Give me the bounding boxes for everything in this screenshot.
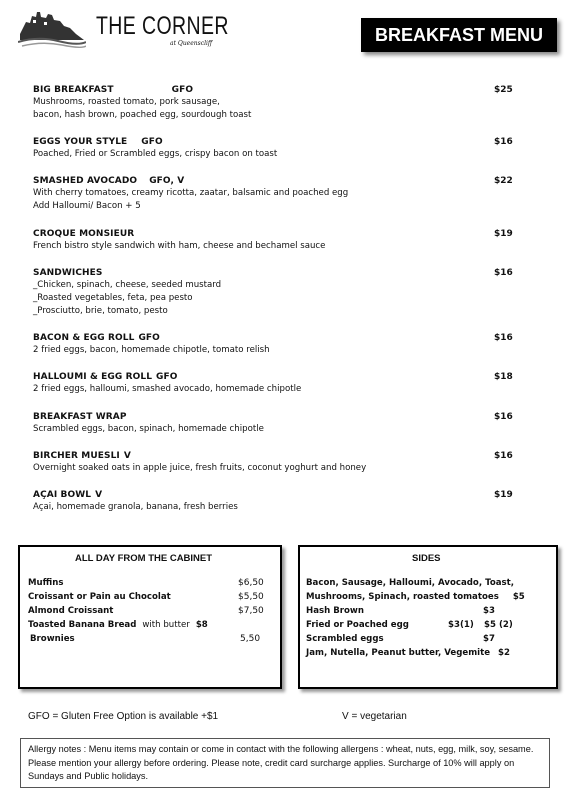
cabinet-item-name: Almond Croissant — [28, 606, 114, 616]
item-desc: _Chicken, spinach, cheese, seeded mustard — [33, 280, 222, 290]
item-desc: _Prosciutto, brie, tomato, pesto — [33, 306, 168, 316]
sides-price: $2 — [498, 648, 511, 658]
sides-price: $5 — [512, 592, 525, 602]
item-name: SMASHED AVOCADO — [33, 176, 138, 186]
item-name: AÇAI BOWL — [33, 490, 92, 500]
cabinet-item-price: 5,50 — [240, 634, 261, 644]
veg-legend: V = vegetarian — [342, 711, 407, 722]
item-price: $16 — [494, 412, 513, 422]
item-desc: Poached, Fried or Scrambled eggs, crispy bacon on toast — [33, 149, 278, 159]
item-price: $16 — [494, 268, 513, 278]
item-name: SANDWICHES — [33, 268, 103, 278]
menu-item — [33, 84, 553, 122]
sides-line — [306, 590, 525, 604]
cabinet-title: ALL DAY FROM THE CABINET — [75, 553, 213, 564]
item-desc: Scrambled eggs, bacon, spinach, homemade chipotle — [33, 424, 264, 434]
sides-title: SIDES — [412, 553, 441, 564]
castle-logo-icon — [18, 8, 86, 48]
item-tag: GFO — [156, 372, 178, 382]
item-desc: _Roasted vegetables, feta, pea pesto — [33, 293, 193, 303]
menu-item — [33, 489, 553, 514]
cabinet-item-price: $6,50 — [238, 578, 264, 588]
item-price: $16 — [494, 333, 513, 343]
menu-item — [33, 450, 553, 475]
item-price: $25 — [494, 85, 513, 95]
allergy-notes: Allergy notes : Menu items may contain or come in contact with the following allergens : wheat, nuts, egg, milk, soy, sesame. Please mention your allergy before ordering. Please note, credit card surcharge applies. Surcharge of 10% will apply on Sundays and Public holidays. — [20, 738, 550, 788]
item-name: BIRCHER MUESLI — [33, 451, 120, 461]
sides-item-name: Fried or Poached egg — [306, 620, 409, 630]
sides-line: Bacon, Sausage, Halloumi, Avocado, Toast, — [306, 578, 515, 588]
menu-item — [33, 175, 553, 213]
sides-price: $3 — [483, 606, 495, 616]
sides-line — [306, 646, 510, 660]
sides-line-text: Mushrooms, Spinach, roasted tomatoes — [306, 592, 499, 602]
item-name: BACON & EGG ROLL — [33, 333, 135, 343]
cabinet-item-name: Muffins — [28, 578, 64, 588]
sides-item-name: Scrambled eggs — [306, 634, 384, 644]
item-desc: Add Halloumi/ Bacon + 5 — [33, 201, 141, 211]
cabinet-item-price: $5,50 — [238, 592, 264, 602]
logo-subtitle: at Queenscliff — [170, 40, 213, 47]
item-price: $22 — [494, 176, 513, 186]
item-name: BREAKFAST WRAP — [33, 412, 127, 422]
item-price: $19 — [494, 490, 513, 500]
menu-item — [33, 332, 553, 357]
cabinet-item-name: Toasted Banana Bread — [28, 620, 137, 630]
item-desc: bacon, hash brown, poached egg, sourdough toast — [33, 110, 252, 120]
cabinet-item-extra: with butter — [142, 620, 190, 630]
item-name: HALLOUMI & EGG ROLL — [33, 372, 153, 382]
item-tag: V — [123, 451, 131, 461]
item-name: EGGS YOUR STYLE — [33, 137, 128, 147]
item-tag: GFO — [138, 333, 160, 343]
item-name: CROQUE MONSIEUR — [33, 229, 135, 239]
item-price: $16 — [494, 451, 513, 461]
logo-title: THE CORNER — [96, 12, 229, 40]
item-tag: GFO — [141, 137, 163, 147]
item-desc: 2 fried eggs, halloumi, smashed avocado, homemade chipotle — [33, 384, 302, 394]
menu-item — [33, 228, 553, 253]
item-tag: V — [95, 490, 103, 500]
item-name: BIG BREAKFAST — [33, 85, 114, 95]
item-desc: Mushrooms, roasted tomato, pork sausage, — [33, 97, 220, 107]
item-tag: GFO — [171, 85, 194, 95]
sides-line-text: Jam, Nutella, Peanut butter, Vegemite — [306, 648, 491, 658]
cabinet-item-price: $8 — [195, 620, 208, 630]
sides-price: $7 — [483, 634, 495, 644]
gfo-legend: GFO = Gluten Free Option is available +$1 — [28, 711, 219, 722]
sides-price: $3(1) — [448, 620, 474, 630]
item-price: $19 — [494, 229, 513, 239]
sides-item-name: Hash Brown — [306, 606, 364, 616]
menu-item — [33, 267, 553, 318]
cabinet-item-name: Croissant or Pain au Chocolat — [28, 592, 171, 602]
item-desc: French bistro style sandwich with ham, cheese and bechamel sauce — [33, 241, 326, 251]
cabinet-box — [18, 545, 282, 689]
item-desc: 2 fried eggs, bacon, homemade chipotle, tomato relish — [33, 345, 270, 355]
item-price: $18 — [494, 372, 513, 382]
cabinet-item-price: $7,50 — [238, 606, 264, 616]
menu-item — [33, 371, 553, 396]
menu-banner: BREAKFAST MENU — [361, 18, 557, 52]
menu-item — [33, 411, 553, 436]
item-desc: With cherry tomatoes, creamy ricotta, zaatar, balsamic and poached egg — [33, 188, 349, 198]
item-price: $16 — [494, 137, 513, 147]
menu-item — [33, 136, 553, 161]
item-tag: GFO, V — [149, 176, 185, 186]
item-desc: Açai, homemade granola, banana, fresh berries — [33, 502, 238, 512]
sides-box — [298, 545, 558, 689]
cabinet-item-name: Brownies — [30, 634, 75, 644]
sides-price: $5 (2) — [484, 620, 513, 630]
item-desc: Overnight soaked oats in apple juice, fresh fruits, coconut yoghurt and honey — [33, 463, 367, 473]
cabinet-item-line — [28, 618, 208, 632]
